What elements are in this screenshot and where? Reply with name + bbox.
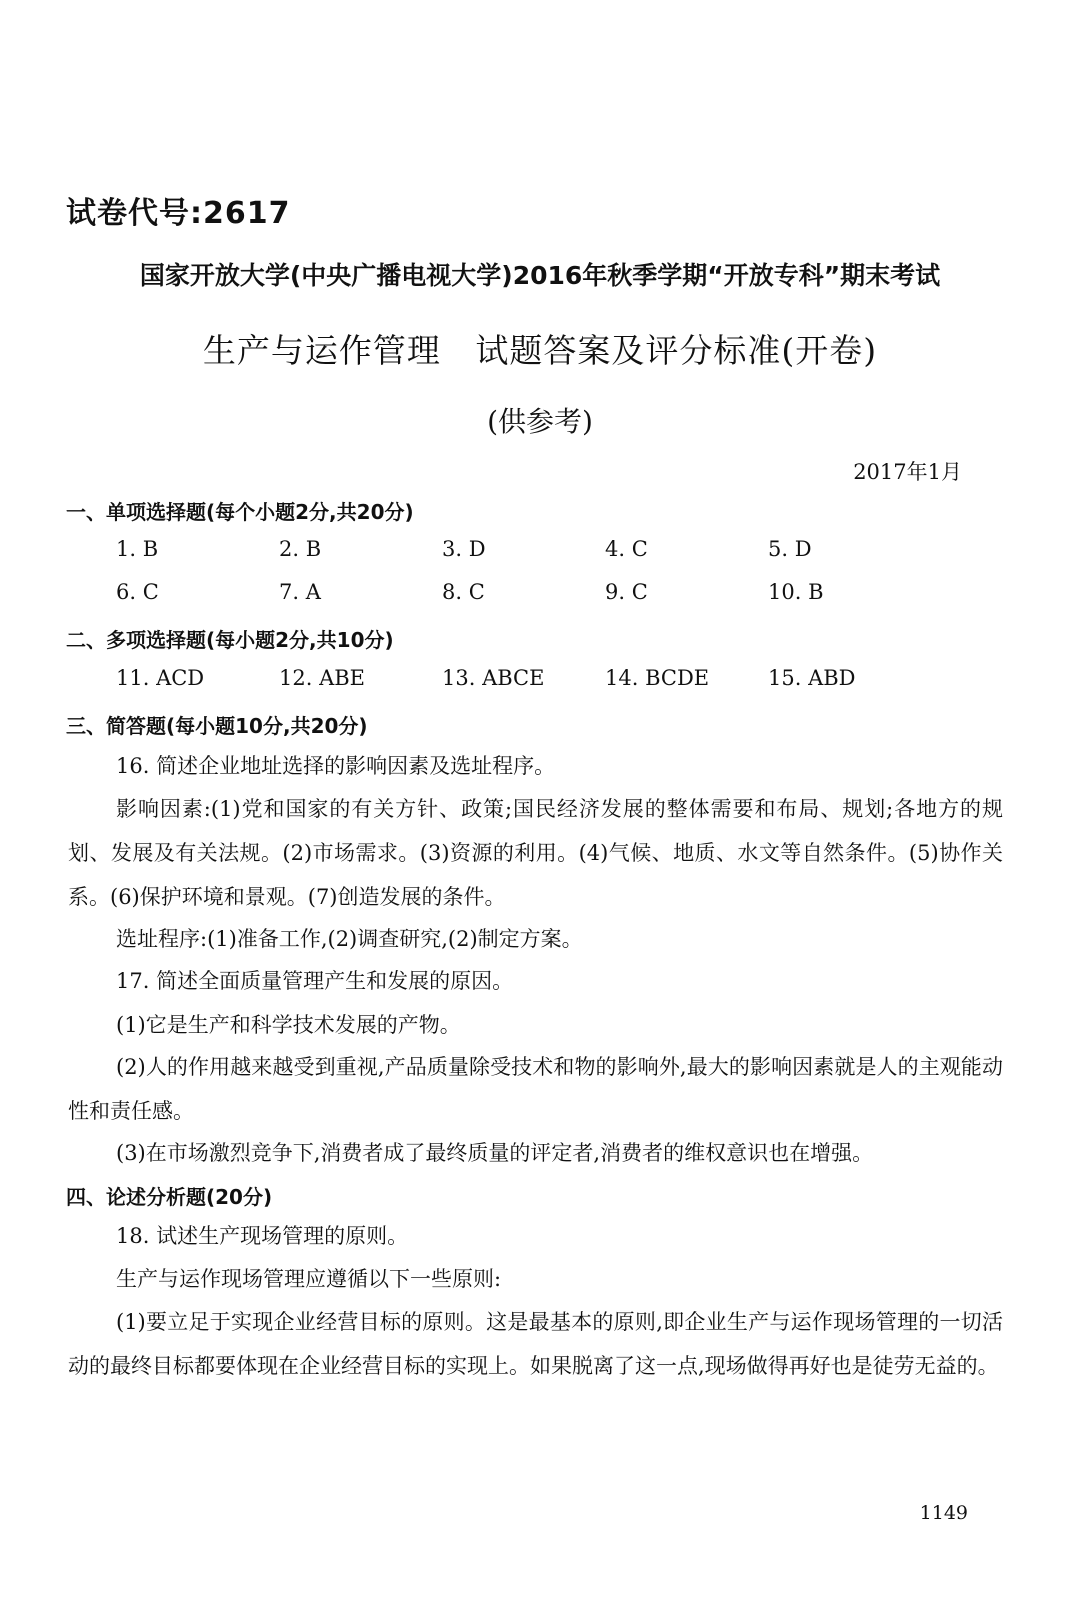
section-heading-short-answer: 三、简答题(每小题10分,共20分) (66, 714, 368, 738)
question-17: 17. 简述全面质量管理产生和发展的原因。 (116, 969, 514, 993)
answer-16-procedure: 选址程序:(1)准备工作,(2)调查研究,(2)制定方案。 (116, 927, 583, 951)
exam-code: 试卷代号:2617 (66, 196, 291, 231)
answer-17-item-2: (2)人的作用越来越受到重视,产品质量除受技术和物的影响外,最大的影响因素就是人的主观能动性和责任感。 (68, 1055, 1003, 1123)
document-title: 生产与运作管理 试题答案及评分标准(开卷) (202, 331, 878, 370)
answer-item: 13. ABCE (442, 666, 545, 690)
answer-item: 6. C (116, 580, 159, 604)
answer-item: 9. C (605, 580, 648, 604)
page-number: 1149 (919, 1502, 968, 1524)
answer-item: 8. C (442, 580, 485, 604)
answer-17-item-1: (1)它是生产和科学技术发展的产物。 (116, 1013, 461, 1037)
answer-item: 11. ACD (116, 666, 205, 690)
answer-row (116, 537, 931, 561)
section-heading-single-choice: 一、单项选择题(每个小题2分,共20分) (66, 500, 414, 524)
answer-17-item-3: (3)在市场激烈竞争下,消费者成了最终质量的评定者,消费者的维权意识也在增强。 (116, 1141, 874, 1165)
question-16: 16. 简述企业地址选择的影响因素及选址程序。 (116, 754, 556, 778)
reference-note: (供参考) (487, 405, 593, 438)
answer-item: 3. D (442, 537, 486, 561)
section-heading-multiple-choice: 二、多项选择题(每小题2分,共10分) (66, 628, 394, 652)
exam-header: 国家开放大学(中央广播电视大学)2016年秋季学期“开放专科”期末考试 (139, 261, 941, 290)
question-18: 18. 试述生产现场管理的原则。 (116, 1224, 409, 1248)
answer-16-factors: 影响因素:(1)党和国家的有关方针、政策;国民经济发展的整体需要和布局、规划;各地方的规划、发展及有关法规。(2)市场需求。(3)资源的利用。(4)气候、地质、水文等自然条件。(5)协作关系。(6)保护环境和景观。(7)创造发展的条件。 (68, 797, 1003, 909)
answer-item: 12. ABE (279, 666, 365, 690)
answer-item: 10. B (768, 580, 824, 604)
answer-item: 15. ABD (768, 666, 856, 690)
answer-18-intro: 生产与运作现场管理应遵循以下一些原则: (116, 1267, 502, 1291)
answer-18-item-1: (1)要立足于实现企业经营目标的原则。这是最基本的原则,即企业生产与运作现场管理的一切活动的最终目标都要体现在企业经营目标的实现上。如果脱离了这一点,现场做得再好也是徒劳无益的。 (68, 1310, 1003, 1378)
answer-item: 1. B (116, 537, 159, 561)
answer-item: 7. A (279, 580, 321, 604)
answer-row (116, 580, 931, 604)
answer-item: 14. BCDE (605, 666, 710, 690)
answer-item: 2. B (279, 537, 322, 561)
answer-item: 5. D (768, 537, 812, 561)
exam-date: 2017年1月 (853, 460, 962, 484)
answer-row (116, 666, 931, 690)
answer-item: 4. C (605, 537, 648, 561)
section-heading-essay: 四、论述分析题(20分) (66, 1185, 273, 1209)
